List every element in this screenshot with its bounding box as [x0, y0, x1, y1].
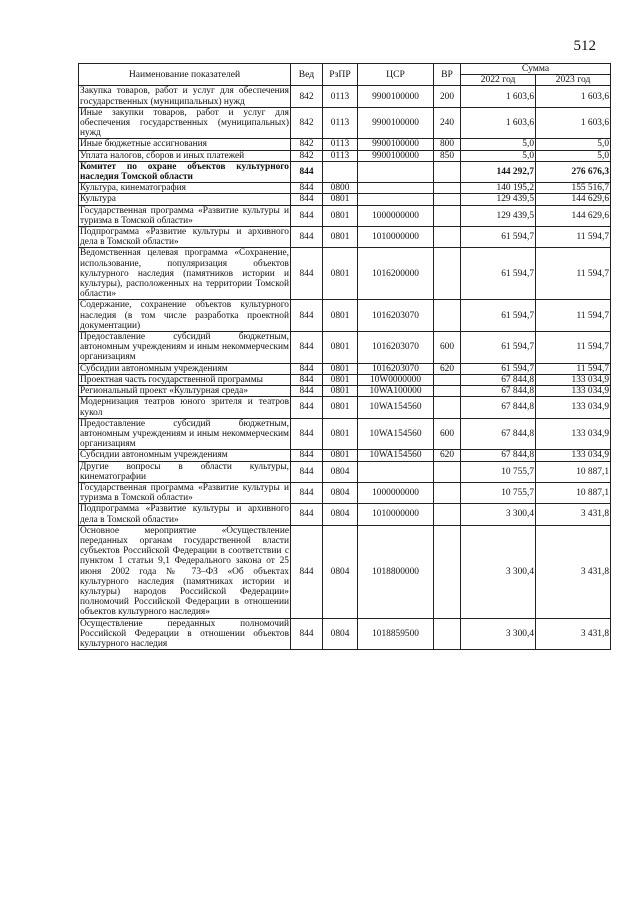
cell-2022: 140 195,2 — [461, 183, 536, 194]
cell-name: Подпрограмма «Развитие культуры и архивного дела в Томской области» — [80, 227, 289, 248]
table-row — [79, 300, 611, 332]
cell-2023: 1 603,6 — [536, 86, 611, 107]
cell-name: Проектная часть государственной программы — [79, 374, 291, 385]
cell-name: Иные бюджетные ассигнования — [79, 139, 291, 150]
cell-ved: 844 — [291, 450, 323, 461]
table-row — [79, 525, 611, 618]
header-sum: Сумма — [461, 64, 611, 75]
cell-csr: 1018859500 — [358, 618, 434, 650]
cell-2022: 67 844,8 — [461, 374, 536, 385]
cell-2023: 133 034,9 — [536, 374, 611, 385]
cell-rzpr: 0801 — [323, 450, 358, 461]
cell-csr — [358, 161, 434, 182]
table-row — [79, 461, 611, 482]
cell-csr: 9900100000 — [358, 107, 434, 139]
cell-ved: 844 — [291, 227, 323, 248]
cell-ved: 844 — [291, 504, 323, 525]
table-body — [79, 86, 611, 650]
cell-vr: 800 — [434, 139, 461, 150]
cell-2022: 10 755,7 — [461, 461, 536, 482]
cell-2023: 5,0 — [536, 150, 611, 161]
cell-vr — [434, 397, 461, 418]
cell-vr — [434, 161, 461, 182]
cell-name: Комитет по охране объектов культурного наследия Томской области — [80, 161, 289, 183]
cell-ved: 842 — [291, 139, 323, 150]
cell-2022: 67 844,8 — [461, 450, 536, 461]
cell-name: Государственная программа «Развитие культуры и туризма в Томской области» — [80, 482, 289, 504]
cell-2022: 3 300,4 — [461, 504, 536, 525]
header-ved: Вед — [291, 64, 323, 86]
cell-name: Культура — [79, 194, 291, 205]
cell-rzpr: 0801 — [323, 205, 358, 226]
cell-2023: 144 629,6 — [536, 205, 611, 226]
table-row — [79, 504, 611, 525]
cell-csr — [358, 461, 434, 482]
cell-csr: 1000000000 — [358, 482, 434, 503]
cell-ved: 842 — [291, 150, 323, 161]
cell-name: Ведомственная целевая программа «Сохранение, использование, популяризация объектов культурного наследия (памятников истории и культуры), расположенных на территории Томской области» — [80, 248, 289, 300]
page-number: 512 — [573, 38, 596, 54]
cell-csr: 10WA154560 — [358, 450, 434, 461]
cell-2022: 144 292,7 — [461, 161, 536, 182]
cell-vr — [434, 386, 461, 397]
cell-ved: 844 — [291, 194, 323, 205]
table-row — [79, 450, 611, 461]
cell-2023: 144 629,6 — [536, 194, 611, 205]
cell-rzpr: 0113 — [323, 107, 358, 139]
cell-vr — [434, 504, 461, 525]
cell-name: Закупка товаров, работ и услуг для обеспечения государственных (муниципальных) нужд — [80, 86, 289, 107]
cell-vr — [434, 374, 461, 385]
cell-2022: 3 300,4 — [461, 618, 536, 650]
cell-2022: 5,0 — [461, 139, 536, 150]
cell-2022: 61 594,7 — [461, 332, 536, 364]
table-row — [79, 397, 611, 418]
cell-2022: 5,0 — [461, 150, 536, 161]
cell-ved: 844 — [291, 161, 323, 182]
cell-vr — [434, 227, 461, 248]
cell-ved: 844 — [291, 618, 323, 650]
cell-2023: 5,0 — [536, 139, 611, 150]
header-name: Наименование показателей — [79, 64, 291, 86]
cell-2023: 11 594,7 — [536, 248, 611, 300]
cell-rzpr — [323, 161, 358, 182]
cell-2023: 276 676,3 — [536, 161, 611, 182]
cell-2022: 67 844,8 — [461, 386, 536, 397]
cell-name: Субсидии автономным учреждениям — [79, 363, 291, 374]
cell-rzpr: 0804 — [323, 504, 358, 525]
cell-2023: 3 431,8 — [536, 618, 611, 650]
header-2022: 2022 год — [461, 75, 536, 86]
cell-ved: 844 — [291, 482, 323, 503]
table-row — [79, 374, 611, 385]
cell-ved: 844 — [291, 205, 323, 226]
cell-2023: 11 594,7 — [536, 332, 611, 364]
cell-rzpr: 0804 — [323, 525, 358, 618]
table-row — [79, 248, 611, 300]
cell-name: Подпрограмма «Развитие культуры и архивного дела в Томской области» — [80, 504, 289, 525]
cell-vr: 600 — [434, 332, 461, 364]
cell-name: Основное мероприятие «Осуществление переданных органам государственной власти субъектов Российской Федерации в соответствии с пунктом 1 статьи 9,1 Федерального закона от 25 июня 2002 года № 73–ФЗ «Об объектах культурного наследия (памятниках истории и культуры) народов Российской Федерации» полномочий Российской Федерации в отношении объектов культурного наследия» — [80, 525, 289, 618]
cell-2022: 67 844,8 — [461, 418, 536, 450]
cell-2023: 133 034,9 — [536, 397, 611, 418]
table-row — [79, 205, 611, 226]
cell-csr: 10WA100000 — [358, 386, 434, 397]
cell-2022: 67 844,8 — [461, 397, 536, 418]
cell-rzpr: 0801 — [323, 227, 358, 248]
cell-name: Иные закупки товаров, работ и услуг для обеспечения государственных (муниципальных) нужд — [80, 107, 289, 139]
cell-ved: 844 — [291, 183, 323, 194]
cell-name: Региональный проект «Культурная среда» — [79, 386, 291, 397]
cell-rzpr: 0801 — [323, 363, 358, 374]
table-row — [79, 139, 611, 150]
cell-ved: 844 — [291, 461, 323, 482]
cell-2023: 3 431,8 — [536, 504, 611, 525]
cell-csr: 10WA154560 — [358, 418, 434, 450]
cell-rzpr: 0804 — [323, 618, 358, 650]
cell-name: Субсидии автономным учреждениям — [79, 450, 291, 461]
cell-vr: 620 — [434, 450, 461, 461]
cell-rzpr: 0801 — [323, 397, 358, 418]
cell-name: Содержание, сохранение объектов культурного наследия (в том числе разработка проектной документации) — [80, 300, 289, 331]
cell-name: Осуществление переданных полномочий Российской Федерации в отношении объектов культурного наследия — [80, 618, 289, 649]
cell-vr — [434, 482, 461, 503]
cell-csr: 1016203070 — [358, 363, 434, 374]
header-vr: ВР — [434, 64, 461, 86]
table-row — [79, 161, 611, 182]
cell-2023: 11 594,7 — [536, 227, 611, 248]
cell-vr — [434, 300, 461, 332]
cell-csr: 9900100000 — [358, 139, 434, 150]
cell-2023: 11 594,7 — [536, 300, 611, 332]
cell-csr: 9900100000 — [358, 150, 434, 161]
cell-rzpr: 0801 — [323, 418, 358, 450]
cell-csr: 9900100000 — [358, 86, 434, 107]
cell-2022: 61 594,7 — [461, 227, 536, 248]
cell-ved: 844 — [291, 248, 323, 300]
cell-rzpr: 0801 — [323, 386, 358, 397]
cell-vr: 200 — [434, 86, 461, 107]
cell-vr — [434, 525, 461, 618]
cell-name: Культура, кинематография — [79, 183, 291, 194]
cell-2023: 133 034,9 — [536, 450, 611, 461]
cell-vr — [434, 194, 461, 205]
cell-rzpr: 0801 — [323, 374, 358, 385]
cell-csr: 10WA154560 — [358, 397, 434, 418]
cell-2022: 10 755,7 — [461, 482, 536, 503]
cell-rzpr: 0801 — [323, 332, 358, 364]
cell-csr — [358, 183, 434, 194]
cell-2022: 129 439,5 — [461, 205, 536, 226]
cell-vr — [434, 183, 461, 194]
cell-2022: 61 594,7 — [461, 248, 536, 300]
cell-name: Предоставление субсидий бюджетным, автономным учреждениям и иным некоммерческим организациям — [80, 418, 289, 450]
cell-2022: 1 603,6 — [461, 86, 536, 107]
cell-csr: 1016200000 — [358, 248, 434, 300]
cell-2023: 10 887,1 — [536, 461, 611, 482]
table-row — [79, 363, 611, 374]
cell-2023: 3 431,8 — [536, 525, 611, 618]
cell-rzpr: 0113 — [323, 86, 358, 107]
cell-csr: 1010000000 — [358, 504, 434, 525]
cell-name: Предоставление субсидий бюджетным, автономным учреждениям и иным некоммерческим организациям — [80, 332, 289, 363]
cell-rzpr: 0804 — [323, 461, 358, 482]
cell-name: Государственная программа «Развитие культуры и туризма в Томской области» — [80, 205, 289, 226]
cell-ved: 842 — [291, 107, 323, 139]
cell-rzpr: 0804 — [323, 482, 358, 503]
cell-ved: 844 — [291, 386, 323, 397]
cell-vr — [434, 461, 461, 482]
cell-rzpr: 0801 — [323, 194, 358, 205]
budget-table — [78, 63, 611, 650]
cell-2022: 61 594,7 — [461, 363, 536, 374]
cell-csr — [358, 194, 434, 205]
cell-vr — [434, 618, 461, 650]
table-row — [79, 86, 611, 107]
table-row — [79, 332, 611, 364]
table-row — [79, 150, 611, 161]
cell-csr: 1016203070 — [358, 332, 434, 364]
cell-csr: 1000000000 — [358, 205, 434, 226]
cell-vr: 600 — [434, 418, 461, 450]
cell-2022: 61 594,7 — [461, 300, 536, 332]
cell-rzpr: 0113 — [323, 150, 358, 161]
cell-vr: 240 — [434, 107, 461, 139]
cell-2023: 133 034,9 — [536, 418, 611, 450]
cell-vr: 620 — [434, 363, 461, 374]
cell-ved: 844 — [291, 363, 323, 374]
table-row — [79, 386, 611, 397]
cell-rzpr: 0113 — [323, 139, 358, 150]
cell-2022: 129 439,5 — [461, 194, 536, 205]
cell-2023: 11 594,7 — [536, 363, 611, 374]
cell-vr — [434, 205, 461, 226]
cell-ved: 844 — [291, 397, 323, 418]
table-row — [79, 227, 611, 248]
cell-vr: 850 — [434, 150, 461, 161]
table-row — [79, 183, 611, 194]
cell-rzpr: 0800 — [323, 183, 358, 194]
header-csr: ЦСР — [358, 64, 434, 86]
cell-csr: 1010000000 — [358, 227, 434, 248]
cell-ved: 844 — [291, 374, 323, 385]
cell-vr — [434, 248, 461, 300]
cell-ved: 844 — [291, 332, 323, 364]
table-row — [79, 194, 611, 205]
cell-name: Модернизация театров юного зрителя и театров кукол — [80, 397, 289, 418]
cell-ved: 842 — [291, 86, 323, 107]
table-row — [79, 418, 611, 450]
table-row — [79, 618, 611, 650]
cell-ved: 844 — [291, 300, 323, 332]
table-row — [79, 482, 611, 503]
cell-2022: 1 603,6 — [461, 107, 536, 139]
cell-csr: 1018800000 — [358, 525, 434, 618]
cell-2023: 155 516,7 — [536, 183, 611, 194]
cell-2023: 1 603,6 — [536, 107, 611, 139]
cell-rzpr: 0801 — [323, 248, 358, 300]
header-2023: 2023 год — [536, 75, 611, 86]
cell-csr: 10W0000000 — [358, 374, 434, 385]
cell-name: Другие вопросы в области культуры, кинематографии — [80, 461, 289, 482]
cell-ved: 844 — [291, 525, 323, 618]
cell-2023: 133 034,9 — [536, 386, 611, 397]
table-row — [79, 107, 611, 139]
header-rzpr: РзПР — [323, 64, 358, 86]
cell-ved: 844 — [291, 418, 323, 450]
cell-name: Уплата налогов, сборов и иных платежей — [79, 150, 291, 161]
cell-rzpr: 0801 — [323, 300, 358, 332]
cell-csr: 1016203070 — [358, 300, 434, 332]
cell-2023: 10 887,1 — [536, 482, 611, 503]
cell-2022: 3 300,4 — [461, 525, 536, 618]
